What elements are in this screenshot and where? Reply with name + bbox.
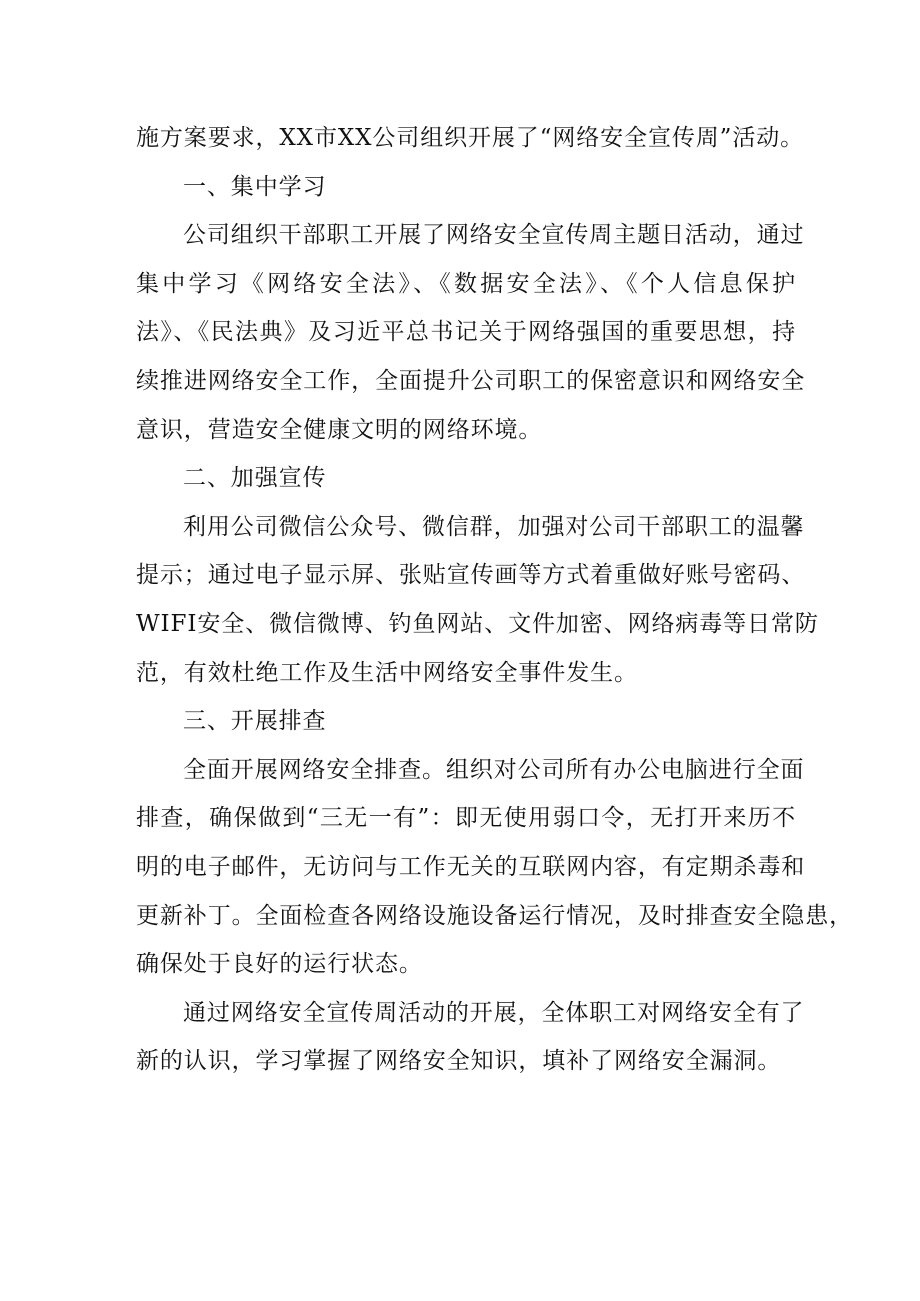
paragraph-line: 续推进网络安全工作，全面提升公司职工的保密意识和网络安全 (136, 367, 806, 394)
closing-line: 新的认识，学习掌握了网络安全知识，填补了网络安全漏洞。 (136, 1048, 782, 1075)
section-heading-3: 三、开展排查 (183, 708, 327, 735)
paragraph-line: 更新补丁。全面检查各网络设施设备运行情况，及时排查安全隐患， (136, 902, 853, 929)
paragraph-line: 明的电子邮件，无访问与工作无关的互联网内容，有定期杀毒和 (136, 853, 806, 880)
paragraph-line: WIFI安全、微信微博、钓鱼网站、文件加密、网络病毒等日常防 (136, 610, 819, 637)
closing-line: 通过网络安全宣传周活动的开展，全体职工对网络安全有了 (183, 999, 805, 1026)
section-heading-1: 一、集中学习 (183, 173, 327, 200)
paragraph-line: 法》、《民法典》及习近平总书记关于网络强国的重要思想，持 (136, 319, 796, 346)
paragraph-line: 集中学习《网络安全法》、《数据安全法》、《个人信息保护 (136, 270, 796, 297)
paragraph-line: 提示；通过电子显示屏、张贴宣传画等方式着重做好账号密码、 (136, 562, 806, 589)
document-body (136, 114, 853, 1086)
opening-line: 施方案要求，XX市XX公司组织开展了“网络安全宣传周”活动。 (136, 125, 805, 151)
paragraph-line: 利用公司微信公众号、微信群，加强对公司干部职工的温馨 (183, 513, 805, 540)
paragraph-line: 范，有效杜绝工作及生活中网络安全事件发生。 (136, 659, 638, 686)
paragraph-line: 全面开展网络安全排查。组织对公司所有办公电脑进行全面 (183, 756, 805, 783)
paragraph-line: 意识，营造安全健康文明的网络环境。 (136, 416, 543, 443)
section-heading-2: 二、加强宣传 (183, 465, 327, 492)
paragraph-line: 排查，确保做到“三无一有”：即无使用弱口令，无打开来历不 (136, 805, 796, 832)
paragraph-line: 确保处于良好的运行状态。 (136, 951, 423, 978)
paragraph-line: 公司组织干部职工开展了网络安全宣传周主题日活动，通过 (183, 222, 805, 249)
